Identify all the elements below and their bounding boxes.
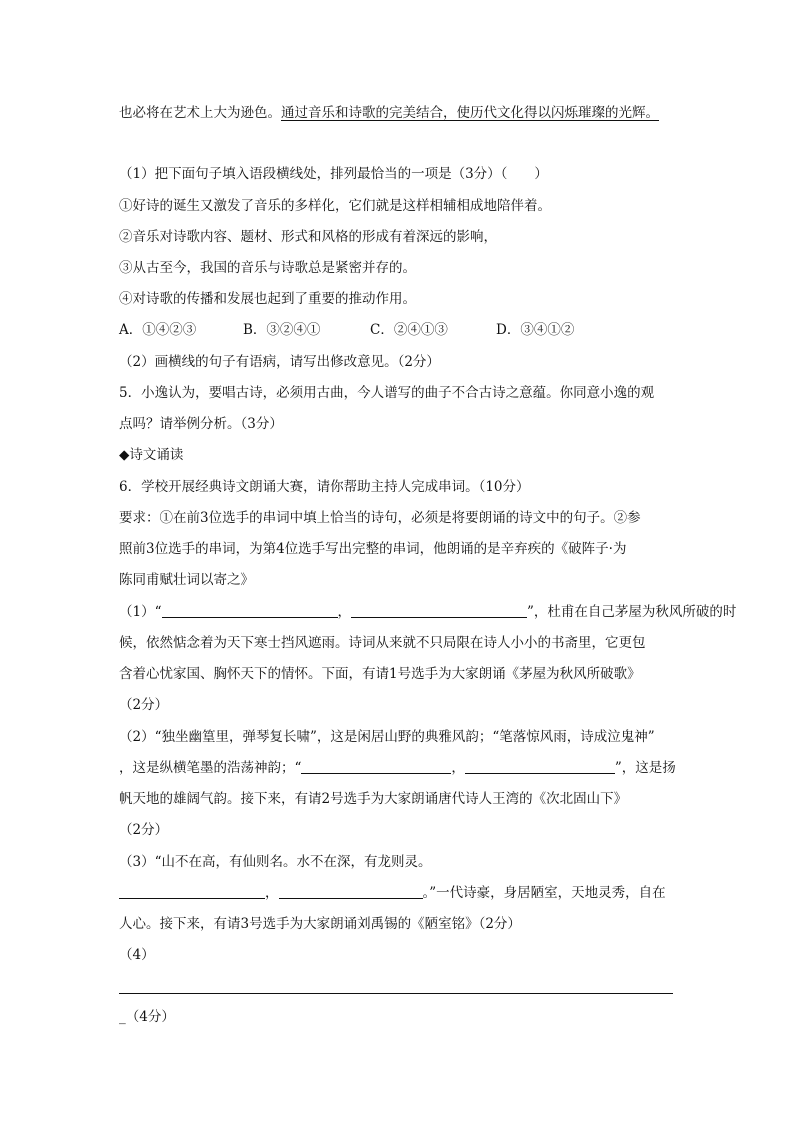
q6-part1-line-1: （1）“ ， ”，杜甫在自己茅屋为秋风所破的时 — [119, 604, 737, 620]
intro-underlined-sentence: 通过音乐和诗歌的完美结合，使历代文化得以闪烁璀璨的光辉。 — [281, 105, 659, 121]
section-title: ◆诗文诵读 — [119, 447, 184, 463]
q6-part4-label: （4） — [119, 947, 155, 963]
q6-part4-score: _（4分） — [119, 1009, 175, 1025]
q4-option-a: A．①④②③ — [119, 322, 197, 338]
q6-part3-line-1: （3）“山不在高，有仙则名。水不在深，有龙则灵。 — [119, 854, 432, 870]
q4-item-2: ②音乐对诗歌内容、题材、形式和风格的形成有着深远的影响， — [119, 229, 497, 245]
q4-option-c: C．②④①③ — [370, 322, 448, 338]
q6-part1-line-3: 含着心忧家国、胸怀天下的情怀。下面，有请1号选手为大家朗诵《茅屋为秋风所破歌》 — [119, 666, 641, 682]
q6-prompt: 6．学校开展经典诗文朗诵大赛，请你帮助主持人完成串词。（10分） — [119, 479, 530, 495]
q6-part3-line-3: 人心。接下来，有请3号选手为大家朗诵刘禹锡的《陋室铭》（2分） — [119, 916, 521, 932]
q4-item-4: ④对诗歌的传播和发展也起到了重要的推动作用。 — [119, 291, 416, 307]
q5-line-1: 5．小逸认为，要唱古诗，必须用古曲，今人谱写的曲子不合古诗之意蕴。你同意小逸的观 — [119, 385, 655, 401]
blank-1b[interactable] — [351, 603, 527, 618]
q6-part2-line-3: 帆天地的雄阔气韵。接下来，有请2号选手为大家朗诵唐代诗人王湾的《次北固山下》 — [119, 791, 628, 807]
blank-2b[interactable] — [465, 759, 615, 774]
q4-option-b: B．③②④① — [243, 322, 321, 338]
q6-part1-line-2: 候，依然惦念着为天下寒士挡风遮雨。诗词从来就不只局限在诗人小小的书斋里，它更包 — [119, 635, 646, 651]
q4-option-d: D．③④①② — [496, 322, 575, 338]
blank-3b[interactable] — [279, 884, 423, 899]
q6-requirement-line-1: 要求：①在前3位选手的串词中填上恰当的诗句，必须是将要朗诵的诗文中的句子。②参 — [119, 510, 641, 526]
q4-item-1: ①好诗的诞生又激发了音乐的多样化，它们就是这样相辅相成地陪伴着。 — [119, 198, 551, 214]
q6-part2-line-2: ，这是纵横笔墨的浩荡神韵；“ ， ”，这是扬 — [119, 760, 676, 776]
q6-part4-answer-line[interactable] — [119, 993, 673, 994]
q6-part3-line-2: ， 。”一代诗豪，身居陋室，天地灵秀，自在 — [119, 884, 666, 902]
q6-requirement-line-2: 照前3位选手的串词，为第4位选手写出完整的串词，他朗诵的是辛弃疾的《破阵子·为 — [119, 541, 627, 557]
blank-2a[interactable] — [301, 759, 451, 774]
q6-part2-score: （2分） — [119, 822, 169, 838]
blank-1a[interactable] — [162, 603, 338, 618]
q4-item-3: ③从古至今，我国的音乐与诗歌总是紧密并存的。 — [119, 260, 416, 276]
q5-line-2: 点吗？请举例分析。（3分） — [119, 416, 283, 432]
q6-part2-line-1: （2）“独坐幽篁里，弹琴复长啸”，这是闲居山野的典雅风韵；“笔落惊风雨，诗成泣鬼神” — [119, 729, 655, 745]
q6-requirement-line-3: 陈同甫赋壮词以寄之》 — [119, 572, 254, 588]
intro-plain-text: 也必将在艺术上大为逊色。 — [119, 105, 281, 121]
intro-paragraph — [119, 104, 659, 122]
q4-part1-prompt: （1）把下面句子填入语段横线处，排列最恰当的一项是（3分）（ ） — [119, 166, 548, 182]
blank-3a[interactable] — [119, 884, 265, 899]
q6-part1-score: （2分） — [119, 697, 169, 713]
q4-part2-prompt: （2）画横线的句子有语病，请写出修改意见。（2分） — [119, 354, 440, 370]
